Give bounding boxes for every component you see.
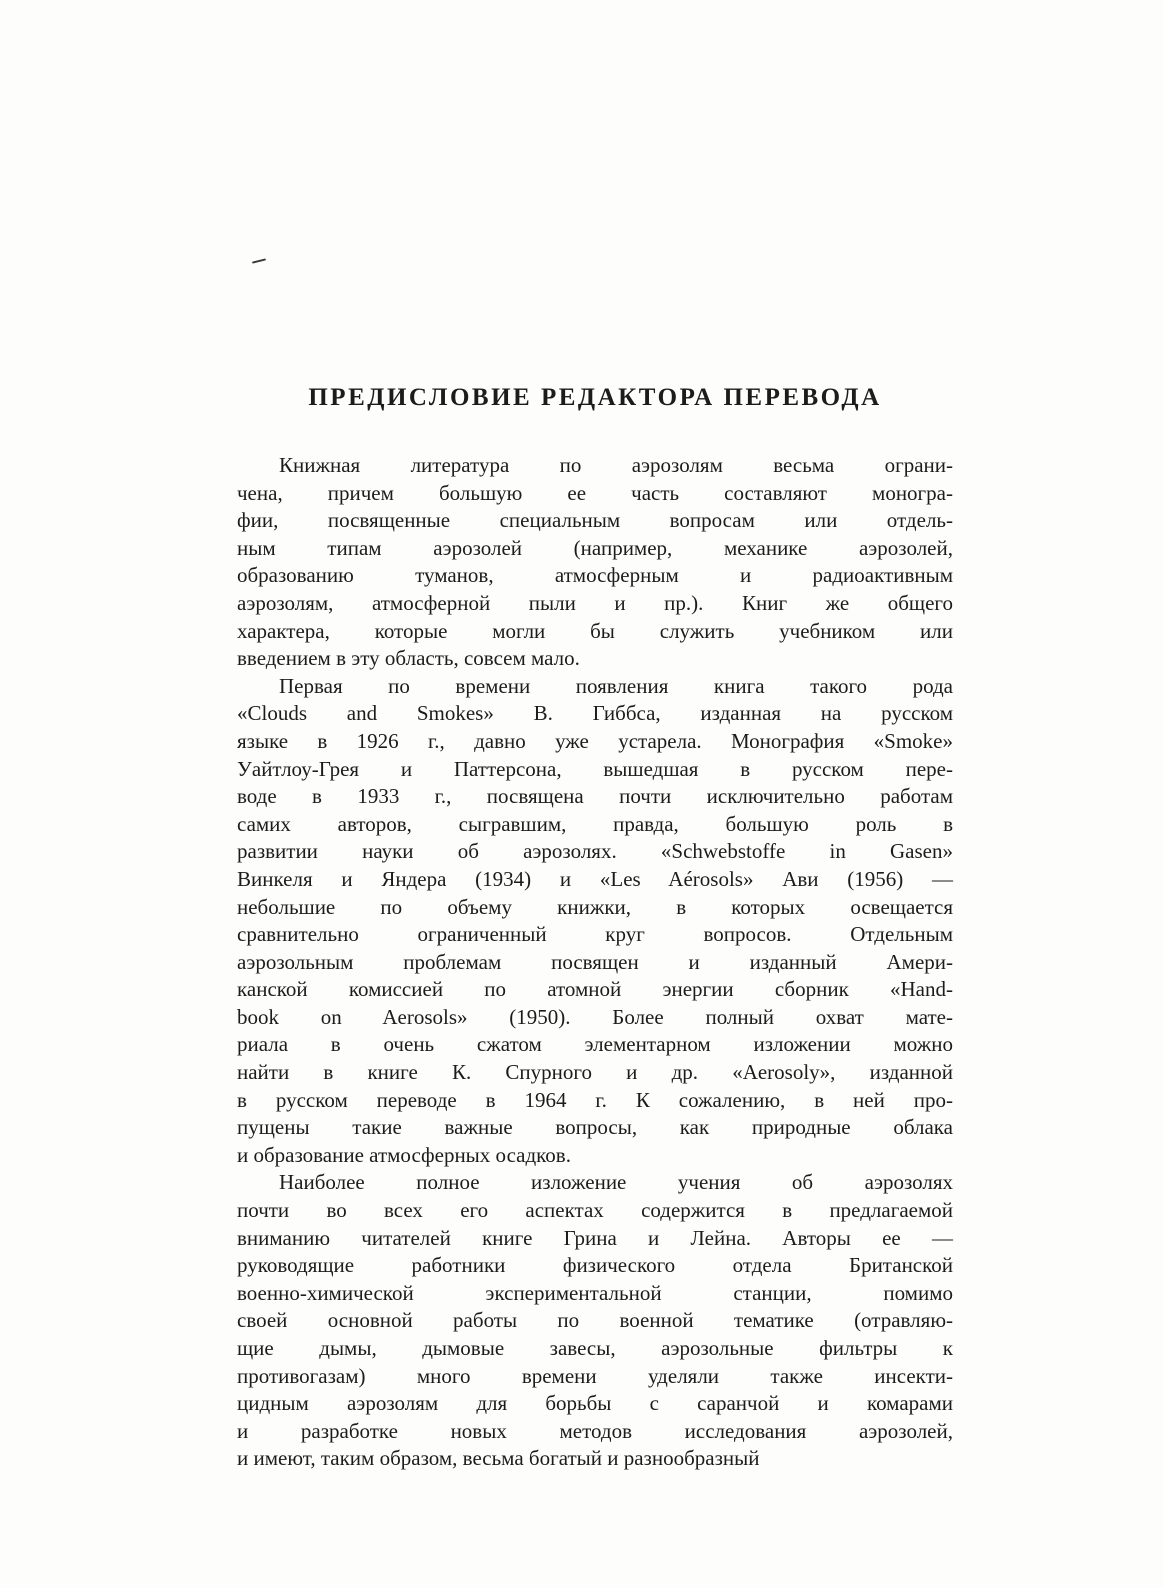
text-line: военно-химической экспериментальной станции, помимо <box>237 1280 953 1305</box>
text-line: канской комиссией по атомной энергии сборник «Hand- <box>237 977 953 1002</box>
text-line: Уайтлоу-Грея и Паттерсона, вышедшая в русском пере- <box>237 756 953 781</box>
text-line: аэрозольным проблемам посвящен и изданный Амери- <box>237 949 953 974</box>
paragraph <box>237 452 953 673</box>
text-line: самих авторов, сыгравшим, правда, большую роль в <box>237 811 953 836</box>
text-line: Винкеля и Яндера (1934) и «Les Aérosols» Ави (1956) — <box>237 866 953 891</box>
text-line: воде в 1933 г., посвящена почти исключительно работам <box>237 784 953 809</box>
text-line: чена, причем большую ее часть составляют моногра- <box>237 480 953 505</box>
text-line: book on Aerosols» (1950). Более полный охват мате- <box>237 1004 953 1029</box>
text-line: риала в очень сжатом элементарном изложении можно <box>237 1032 953 1057</box>
text-line: «Clouds and Smokes» В. Гиббса, изданная на русском <box>237 701 953 726</box>
text-line: щие дымы, дымовые завесы, аэрозольные фильтры к <box>237 1336 953 1360</box>
text-line: введением в эту область, совсем мало. <box>237 646 580 671</box>
text-line: противогазам) много времени уделяли также инсекти- <box>237 1363 953 1388</box>
text-line: развитии науки об аэрозолях. «Schwebstoffe in Gasen» <box>237 839 953 864</box>
text-line: аэрозолям, атмосферной пыли и пр.). Книг же общего <box>237 590 953 615</box>
paragraph <box>237 1169 953 1473</box>
text-line: вниманию читателей книге Грина и Лейна. Авторы ее — <box>237 1225 953 1250</box>
text-line: ным типам аэрозолей (например, механике аэрозолей, <box>237 535 953 560</box>
text-line: руководящие работники физического отдела Британской <box>237 1253 953 1278</box>
text-line: языке в 1926 г., давно уже устарела. Монография «Smoke» <box>237 728 953 753</box>
text-line: и образование атмосферных осадков. <box>237 1142 571 1167</box>
text-line: цидным аэрозолям для борьбы с саранчой и комарами <box>237 1391 953 1416</box>
text-line: образованию туманов, атмосферным и радиоактивным <box>237 563 953 588</box>
text-line: Первая по времени появления книга такого рода <box>279 673 953 698</box>
scan-artifact-mark <box>252 258 266 263</box>
text-line: небольшие по объему книжки, в которых освещается <box>237 894 953 919</box>
paragraph <box>237 673 953 1170</box>
body-text <box>237 452 953 1473</box>
text-line: в русском переводе в 1964 г. К сожалению, в ней про- <box>237 1087 953 1112</box>
page-content <box>237 384 953 1473</box>
text-line: и имеют, таким образом, весьма богатый и разнообразный <box>237 1446 760 1471</box>
text-line: и разработке новых методов исследования аэрозолей, <box>237 1418 953 1443</box>
text-line: фии, посвященные специальным вопросам или отдель- <box>237 508 953 533</box>
page-title: ПРЕДИСЛОВИЕ РЕДАКТОРА ПЕРЕВОДА <box>308 384 882 411</box>
text-line: сравнительно ограниченный круг вопросов. Отдельным <box>237 922 953 947</box>
text-line: Наиболее полное изложение учения об аэрозолях <box>279 1170 953 1195</box>
text-line: Книжная литература по аэрозолям весьма ограни- <box>279 453 953 477</box>
text-line: почти во всех его аспектах содержится в предлагаемой <box>237 1198 953 1223</box>
text-line: найти в книге К. Спурного и др. «Aerosoly», изданной <box>237 1060 953 1085</box>
text-line: своей основной работы по военной тематике (отравляю- <box>237 1308 953 1333</box>
text-line: пущены такие важные вопросы, как природные облака <box>237 1115 953 1140</box>
text-line: характера, которые могли бы служить учебником или <box>237 618 953 643</box>
